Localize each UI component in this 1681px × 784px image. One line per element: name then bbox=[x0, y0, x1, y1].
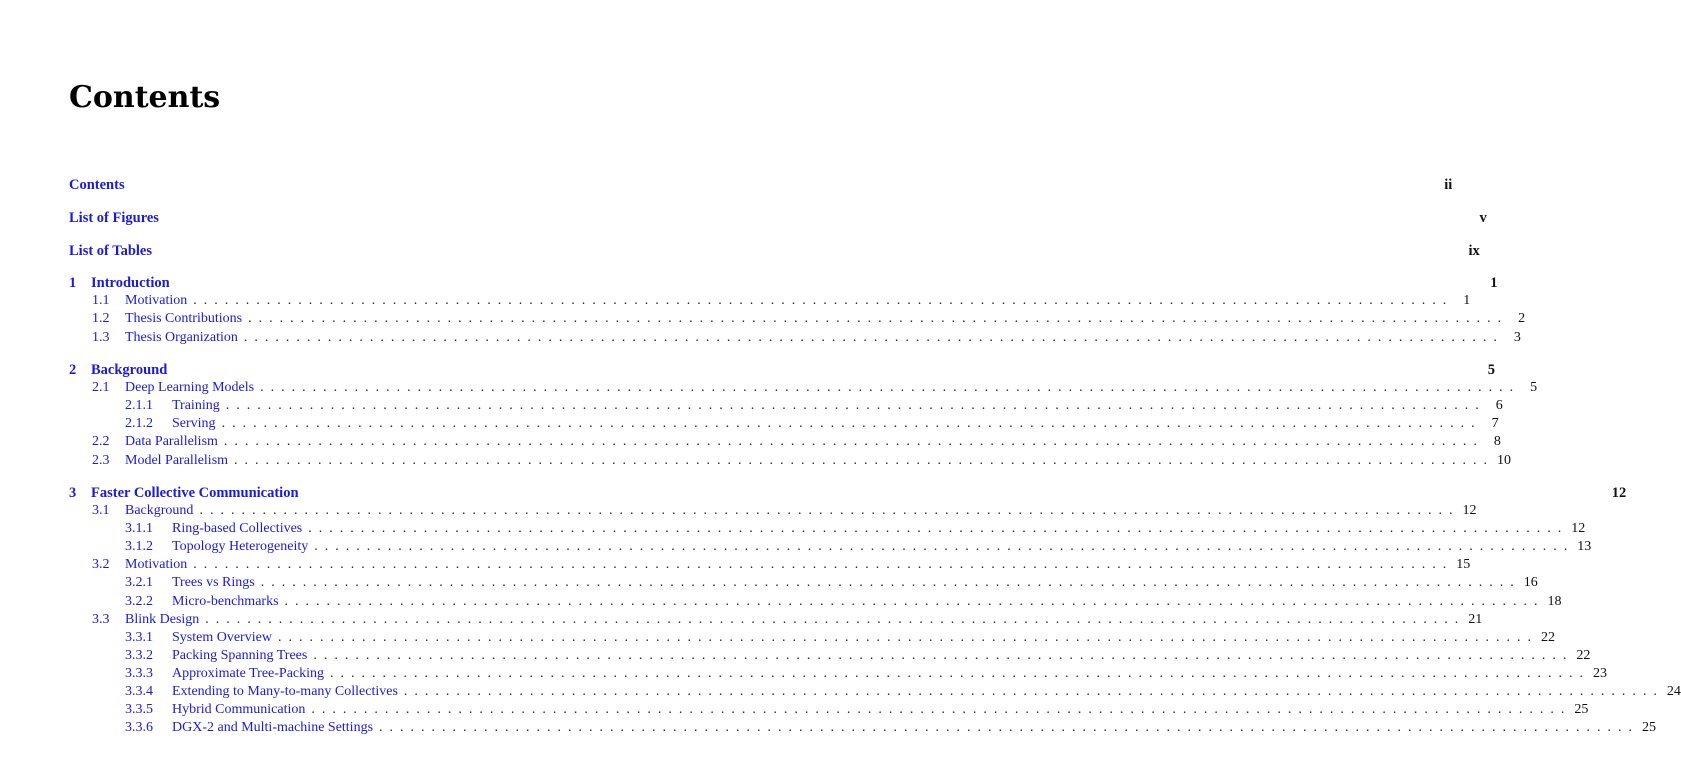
toc-entry-number: 3.2.1 bbox=[125, 575, 153, 590]
toc-entry[interactable] bbox=[92, 433, 1501, 451]
toc-entry-title: List of Figures bbox=[69, 210, 159, 226]
toc-entry-title: Training bbox=[172, 398, 220, 413]
toc-entry-link[interactable] bbox=[125, 415, 216, 433]
toc-entry-link[interactable] bbox=[125, 647, 307, 665]
toc-entry-page: ii bbox=[1444, 177, 1453, 193]
toc-entry-title: Ring-based Collectives bbox=[172, 521, 303, 536]
toc-entry-number: 3.2.2 bbox=[125, 594, 153, 609]
toc-entry-link[interactable] bbox=[69, 209, 159, 227]
toc-entry[interactable] bbox=[125, 647, 1591, 665]
dot-leader: . . . . . . . . . . . . . . . . . . . . . . . . . . . . . . . . . . . . . . . . . . . . . . . . . . . . . . . . . . . . . . . . . . . . . . . . . . . . . . . . . . . . . . . . . . . . . . . . . . . . . . . . . . . . . . . . . . . . . . . . bbox=[260, 380, 1514, 395]
toc-entry-link[interactable] bbox=[92, 379, 254, 397]
dot-leader: . . . . . . . . . . . . . . . . . . . . . . . . . . . . . . . . . . . . . . . . . . . . . . . . . . . . . . . . . . . . . . . . . . . . . . . . . . . . . . . . . . . . . . . . . . . . . . . . . . . . . . . . . . . . . . . . . . . . . . . . bbox=[277, 630, 1531, 645]
toc-entry-number: 3.3.5 bbox=[125, 702, 153, 717]
toc-entry-title: Data Parallelism bbox=[125, 434, 218, 449]
toc-entry-link[interactable] bbox=[69, 176, 125, 194]
toc-entry-page: 5 bbox=[1530, 380, 1538, 395]
toc-entry-title: System Overview bbox=[172, 630, 272, 645]
toc-entry[interactable] bbox=[69, 484, 1627, 502]
toc-entry-page: 23 bbox=[1593, 666, 1608, 681]
toc-entry-page: 8 bbox=[1493, 434, 1501, 449]
toc-entry-page: 15 bbox=[1456, 557, 1471, 572]
toc-entry-title: Background bbox=[91, 362, 168, 378]
toc-entry[interactable] bbox=[92, 292, 1471, 310]
toc-entry-page: v bbox=[1479, 210, 1487, 226]
toc-entry-page: 18 bbox=[1547, 594, 1562, 609]
toc-entry-title: Extending to Many-to-many Collectives bbox=[172, 684, 398, 699]
toc-entry[interactable] bbox=[125, 397, 1503, 415]
toc-entry-title: Topology Heterogeneity bbox=[172, 539, 309, 554]
dot-leader: . . . . . . . . . . . . . . . . . . . . . . . . . . . . . . . . . . . . . . . . . . . . . . . . . . . . . . . . . . . . . . . . . . . . . . . . . . . . . . . . . . . . . . . . . . . . . . . . . . . . . . . . . . . . . . . . . . . . . . . . bbox=[243, 330, 1497, 345]
toc-entry-page: 12 bbox=[1462, 503, 1477, 518]
toc-entry-number: 3.1 bbox=[92, 503, 110, 518]
toc-entry-link[interactable] bbox=[125, 701, 305, 719]
toc-entry[interactable] bbox=[69, 274, 1498, 292]
toc-entry-link[interactable] bbox=[125, 593, 279, 611]
toc-entry-link[interactable] bbox=[125, 683, 398, 701]
toc-entry-page: 25 bbox=[1642, 720, 1657, 735]
dot-leader: . . . . . . . . . . . . . . . . . . . . . . . . . . . . . . . . . . . . . . . . . . . . . . . . . . . . . . . . . . . . . . . . . . . . . . . . . . . . . . . . . . . . . . . . . . . . . . . . . . . . . . . . . . . . . . . . . . . . . . . . bbox=[313, 648, 1567, 663]
toc-entry-title: Packing Spanning Trees bbox=[172, 648, 308, 663]
toc-entry[interactable] bbox=[125, 665, 1608, 683]
toc-entry-number: 1.2 bbox=[92, 311, 110, 326]
dot-leader: . . . . . . . . . . . . . . . . . . . . . . . . . . . . . . . . . . . . . . . . . . . . . . . . . . . . . . . . . . . . . . . . . . . . . . . . . . . . . . . . . . . . . . . . . . . . . . . . . . . . . . . . . . . . . . . . . . . . . . . . bbox=[193, 557, 1447, 572]
toc-entry-link[interactable] bbox=[92, 329, 238, 347]
toc-entry-title: Motivation bbox=[125, 557, 188, 572]
toc-entry-number: 3.3.4 bbox=[125, 684, 153, 699]
toc-entry-link[interactable] bbox=[125, 397, 220, 415]
toc-entry[interactable] bbox=[125, 629, 1555, 647]
toc-entry[interactable] bbox=[69, 242, 1480, 260]
dot-leader: . . . . . . . . . . . . . . . . . . . . . . . . . . . . . . . . . . . . . . . . . . . . . . . . . . . . . . . . . . . . . . . . . . . . . . . . . . . . . . . . . . . . . . . . . . . . . . . . . . . . . . . . . . . . . . . . . . . . . . . . bbox=[234, 453, 1488, 468]
dot-leader: . . . . . . . . . . . . . . . . . . . . . . . . . . . . . . . . . . . . . . . . . . . . . . . . . . . . . . . . . . . . . . . . . . . . . . . . . . . . . . . . . . . . . . . . . . . . . . . . . . . . . . . . . . . . . . . . . . . . . . . . bbox=[403, 684, 1657, 699]
toc-entry-number: 2.3 bbox=[92, 453, 110, 468]
toc-entry-page: 22 bbox=[1540, 630, 1555, 645]
toc-entry-page: 5 bbox=[1487, 362, 1496, 378]
toc-entry-link[interactable] bbox=[69, 274, 170, 292]
toc-entry[interactable] bbox=[92, 556, 1471, 574]
toc-entry-title: Blink Design bbox=[125, 612, 200, 627]
toc-entry-title: Faster Collective Communication bbox=[91, 485, 299, 501]
toc-entry-number: 3.3.6 bbox=[125, 720, 153, 735]
dot-leader: . . . . . . . . . . . . . . . . . . . . . . . . . . . . . . . . . . . . . . . . . . . . . . . . . . . . . . . . . . . . . . . . . . . . . . . . . . . . . . . . . . . . . . . . . . . . . . . . . . . . . . . . . . . . . . . . . . . . . . . . bbox=[379, 720, 1633, 735]
toc-entry-number: 3.1.1 bbox=[125, 521, 153, 536]
toc-entry-page: 1 bbox=[1463, 293, 1471, 308]
toc-entry-title: Background bbox=[125, 503, 194, 518]
toc-entry-page: 16 bbox=[1523, 575, 1538, 590]
toc-entry-title: Contents bbox=[69, 177, 125, 193]
toc-entry[interactable] bbox=[125, 538, 1592, 556]
toc-entry-title: DGX-2 and Multi-machine Settings bbox=[172, 720, 374, 735]
page-title: Contents bbox=[69, 80, 221, 115]
dot-leader: . . . . . . . . . . . . . . . . . . . . . . . . . . . . . . . . . . . . . . . . . . . . . . . . . . . . . . . . . . . . . . . . . . . . . . . . . . . . . . . . . . . . . . . . . . . . . . . . . . . . . . . . . . . . . . . . . . . . . . . . bbox=[199, 503, 1453, 518]
toc-entry[interactable] bbox=[69, 361, 1496, 379]
toc-entry-number: 2.1.1 bbox=[125, 398, 153, 413]
toc-entry-page: 12 bbox=[1611, 485, 1627, 501]
toc-entry[interactable] bbox=[69, 209, 1487, 227]
toc-entry-link[interactable] bbox=[92, 433, 218, 451]
dot-leader: . . . . . . . . . . . . . . . . . . . . . . . . . . . . . . . . . . . . . . . . . . . . . . . . . . . . . . . . . . . . . . . . . . . . . . . . . . . . . . . . . . . . . . . . . . . . . . . . . . . . . . . . . . . . . . . . . . . . . . . . bbox=[308, 521, 1562, 536]
toc-entry[interactable] bbox=[125, 574, 1538, 592]
toc-entry-title: Approximate Tree-Packing bbox=[172, 666, 325, 681]
dot-leader: . . . . . . . . . . . . . . . . . . . . . . . . . . . . . . . . . . . . . . . . . . . . . . . . . . . . . . . . . . . . . . . . . . . . . . . . . . . . . . . . . . . . . . . . . . . . . . . . . . . . . . . . . . . . . . . . . . . . . . . . bbox=[193, 293, 1447, 308]
toc-entry-number: 3 bbox=[69, 485, 77, 501]
toc-entry[interactable] bbox=[125, 683, 1681, 701]
dot-leader: . . . . . . . . . . . . . . . . . . . . . . . . . . . . . . . . . . . . . . . . . . . . . . . . . . . . . . . . . . . . . . . . . . . . . . . . . . . . . . . . . . . . . . . . . . . . . . . . . . . . . . . . . . . . . . . . . . . . . . . . bbox=[205, 612, 1459, 627]
toc-entry-number: 3.1.2 bbox=[125, 539, 153, 554]
toc-entry-link[interactable] bbox=[69, 484, 299, 502]
toc-entry-link[interactable] bbox=[125, 665, 324, 683]
toc-entry-title: List of Tables bbox=[69, 243, 152, 259]
toc-entry-page: 3 bbox=[1513, 330, 1521, 345]
toc-entry-number: 3.3.2 bbox=[125, 648, 153, 663]
dot-leader: . . . . . . . . . . . . . . . . . . . . . . . . . . . . . . . . . . . . . . . . . . . . . . . . . . . . . . . . . . . . . . . . . . . . . . . . . . . . . . . . . . . . . . . . . . . . . . . . . . . . . . . . . . . . . . . . . . . . . . . . bbox=[248, 311, 1502, 326]
toc-entry-link[interactable] bbox=[92, 611, 199, 629]
toc-entry-number: 1.3 bbox=[92, 330, 110, 345]
toc-entry-title: Trees vs Rings bbox=[172, 575, 255, 590]
toc-entry-title: Deep Learning Models bbox=[125, 380, 255, 395]
dot-leader: . . . . . . . . . . . . . . . . . . . . . . . . . . . . . . . . . . . . . . . . . . . . . . . . . . . . . . . . . . . . . . . . . . . . . . . . . . . . . . . . . . . . . . . . . . . . . . . . . . . . . . . . . . . . . . . . . . . . . . . . bbox=[311, 702, 1565, 717]
toc-entry[interactable] bbox=[92, 611, 1483, 629]
toc-entry-title: Thesis Organization bbox=[125, 330, 238, 345]
dot-leader: . . . . . . . . . . . . . . . . . . . . . . . . . . . . . . . . . . . . . . . . . . . . . . . . . . . . . . . . . . . . . . . . . . . . . . . . . . . . . . . . . . . . . . . . . . . . . . . . . . . . . . . . . . . . . . . . . . . . . . . . bbox=[221, 416, 1475, 431]
toc-entry-title: Motivation bbox=[125, 293, 188, 308]
toc-entry-title: Model Parallelism bbox=[125, 453, 229, 468]
toc-entry-page: 13 bbox=[1577, 539, 1592, 554]
toc-entry-number: 2.1 bbox=[92, 380, 110, 395]
toc-entry-link[interactable] bbox=[92, 292, 187, 310]
toc-entry[interactable] bbox=[92, 310, 1526, 328]
toc-entry-title: Hybrid Communication bbox=[172, 702, 306, 717]
toc-entry-title: Thesis Contributions bbox=[125, 311, 243, 326]
toc-entry-number: 2.2 bbox=[92, 434, 110, 449]
toc-entry-link[interactable] bbox=[125, 719, 373, 737]
dot-leader: . . . . . . . . . . . . . . . . . . . . . . . . . . . . . . . . . . . . . . . . . . . . . . . . . . . . . . . . . . . . . . . . . . . . . . . . . . . . . . . . . . . . . . . . . . . . . . . . . . . . . . . . . . . . . . . . . . . . . . . . bbox=[260, 575, 1514, 590]
dot-leader: . . . . . . . . . . . . . . . . . . . . . . . . . . . . . . . . . . . . . . . . . . . . . . . . . . . . . . . . . . . . . . . . . . . . . . . . . . . . . . . . . . . . . . . . . . . . . . . . . . . . . . . . . . . . . . . . . . . . . . . . bbox=[225, 398, 1479, 413]
toc-entry-page: 22 bbox=[1576, 648, 1591, 663]
toc-entry-page: 1 bbox=[1490, 275, 1498, 291]
toc-entry[interactable] bbox=[92, 379, 1538, 397]
toc-entry-number: 3.2 bbox=[92, 557, 110, 572]
toc-entry-link[interactable] bbox=[92, 452, 228, 470]
dot-leader: . . . . . . . . . . . . . . . . . . . . . . . . . . . . . . . . . . . . . . . . . . . . . . . . . . . . . . . . . . . . . . . . . . . . . . . . . . . . . . . . . . . . . . . . . . . . . . . . . . . . . . . . . . . . . . . . . . . . . . . . bbox=[284, 594, 1538, 609]
dot-leader: . . . . . . . . . . . . . . . . . . . . . . . . . . . . . . . . . . . . . . . . . . . . . . . . . . . . . . . . . . . . . . . . . . . . . . . . . . . . . . . . . . . . . . . . . . . . . . . . . . . . . . . . . . . . . . . . . . . . . . . . bbox=[314, 539, 1568, 554]
toc-entry-page: 6 bbox=[1495, 398, 1503, 413]
toc-entry-title: Introduction bbox=[91, 275, 170, 291]
toc-entry-number: 3.3 bbox=[92, 612, 110, 627]
toc-entry-link[interactable] bbox=[125, 629, 272, 647]
toc-entry-link[interactable] bbox=[92, 556, 187, 574]
toc-entry[interactable] bbox=[92, 502, 1477, 520]
toc-entry-page: ix bbox=[1468, 243, 1480, 259]
toc-entry-link[interactable] bbox=[69, 361, 167, 379]
toc-entry-page: 12 bbox=[1571, 521, 1586, 536]
toc-entry-page: 10 bbox=[1497, 453, 1512, 468]
toc-entry-link[interactable] bbox=[125, 538, 308, 556]
toc-entry-number: 1.1 bbox=[92, 293, 110, 308]
toc-entry[interactable] bbox=[125, 719, 1657, 737]
toc-entry-page: 21 bbox=[1468, 612, 1483, 627]
toc-entry-link[interactable] bbox=[92, 310, 242, 328]
toc-entry-number: 2 bbox=[69, 362, 77, 378]
toc-entry-link[interactable] bbox=[125, 520, 302, 538]
toc-entry-number: 2.1.2 bbox=[125, 416, 153, 431]
toc-entry-page: 2 bbox=[1518, 311, 1526, 326]
toc-entry[interactable] bbox=[125, 520, 1586, 538]
toc-entry-title: Serving bbox=[172, 416, 216, 431]
toc-entry-link[interactable] bbox=[69, 242, 152, 260]
toc-entry-link[interactable] bbox=[92, 502, 193, 520]
toc-entry-page: 25 bbox=[1574, 702, 1589, 717]
toc-entry-number: 1 bbox=[69, 275, 77, 291]
toc-entry-number: 3.3.3 bbox=[125, 666, 153, 681]
toc-entry-link[interactable] bbox=[125, 574, 255, 592]
dot-leader: . . . . . . . . . . . . . . . . . . . . . . . . . . . . . . . . . . . . . . . . . . . . . . . . . . . . . . . . . . . . . . . . . . . . . . . . . . . . . . . . . . . . . . . . . . . . . . . . . . . . . . . . . . . . . . . . . . . . . . . . bbox=[330, 666, 1584, 681]
toc-entry[interactable] bbox=[92, 329, 1521, 347]
toc-entry[interactable] bbox=[125, 415, 1499, 433]
toc-entry[interactable] bbox=[92, 452, 1512, 470]
toc-entry-page: 24 bbox=[1666, 684, 1681, 699]
toc-entry-page: 7 bbox=[1491, 416, 1499, 431]
dot-leader: . . . . . . . . . . . . . . . . . . . . . . . . . . . . . . . . . . . . . . . . . . . . . . . . . . . . . . . . . . . . . . . . . . . . . . . . . . . . . . . . . . . . . . . . . . . . . . . . . . . . . . . . . . . . . . . . . . . . . . . . bbox=[223, 434, 1477, 449]
toc-entry[interactable] bbox=[125, 701, 1589, 719]
toc-entry[interactable] bbox=[69, 176, 1453, 194]
toc-entry[interactable] bbox=[125, 593, 1562, 611]
toc-entry-title: Micro-benchmarks bbox=[172, 594, 279, 609]
toc-entry-number: 3.3.1 bbox=[125, 630, 153, 645]
